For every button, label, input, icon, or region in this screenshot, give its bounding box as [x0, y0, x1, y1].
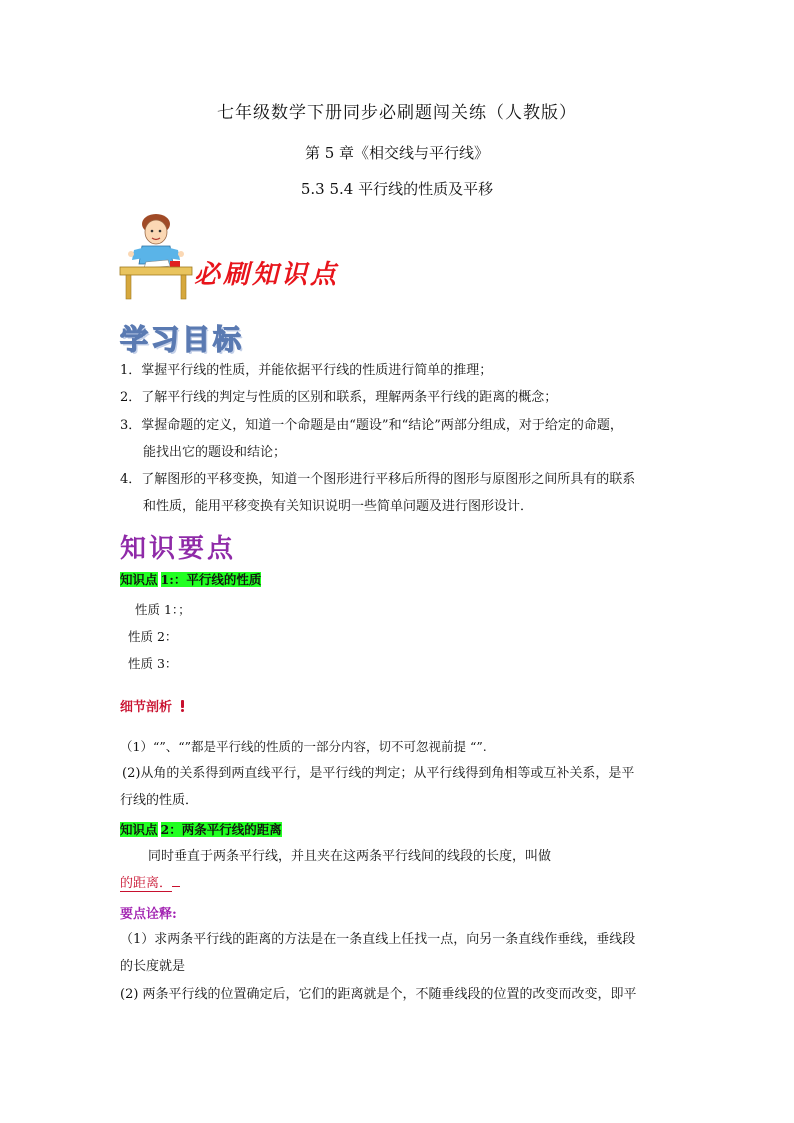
- detail-item: （1）“”、“”都是平行线的性质的一部分内容，切不可忽视前提 “”.: [120, 739, 487, 754]
- property-3: 性质 3：: [128, 656, 178, 671]
- goal-item-continuation: 和性质，能用平移变换有关知识说明一些简单问题及进行图形设计．: [143, 499, 534, 514]
- section-title: 5.3 5.4 平行线的性质及平移: [300, 180, 494, 198]
- knowledge-point-title: 1:：平行线的性质: [160, 572, 262, 587]
- student-at-desk-illustration: [118, 210, 194, 300]
- student-icon: [118, 210, 194, 300]
- must-know-banner: 必刷知识点: [194, 260, 340, 290]
- note-item: （1）求两条平行线的距离的方法是在一条直线上任找一点，向另一条直线作垂线，垂线段: [120, 932, 636, 947]
- goal-item: 3．掌握命题的定义，知道一个命题是由“题设”和“结论”两部分组成，对于给定的命题，: [120, 418, 623, 433]
- note-item: (2) 两条平行线的位置确定后，它们的距离就是个，不随垂线段的位置的改变而改变，即平: [120, 987, 637, 1002]
- goal-item: 4．了解图形的平移变换，知道一个图形进行平移后所得的图形与原图形之间所具有的联系: [120, 472, 636, 487]
- document-title: 七年级数学下册同步必刷题闯关练（人教版）: [217, 103, 577, 123]
- chapter-title: 第 5 章《相交线与平行线》: [304, 144, 490, 162]
- note-item-continuation: 的长度就是: [120, 959, 186, 974]
- detail-analysis-label: 细节剖析: [120, 700, 173, 715]
- goal-item: 1．掌握平行线的性质，并能依据平行线的性质进行简单的推理；: [120, 363, 493, 378]
- detail-item-continuation: 行线的性质．: [120, 793, 199, 808]
- parallel-distance-blank: [120, 875, 180, 893]
- exclamation-icon: [180, 697, 185, 716]
- detail-analysis-heading: [120, 696, 185, 716]
- property-1: 性质 1：；: [135, 602, 191, 617]
- detail-item: (2)从角的关系得到两直线平行，是平行线的判定；从平行线得到角相等或互补关系，是平: [122, 766, 635, 781]
- knowledge-point-label: 知识点: [120, 572, 158, 587]
- learning-goals-heading: 学习目标: [120, 323, 245, 356]
- knowledge-point-label: 知识点: [120, 822, 158, 837]
- goal-item-continuation: 能找出它的题设和结论；: [143, 445, 287, 460]
- knowledge-point-2: [120, 820, 282, 838]
- knowledge-point-title: 2：两条平行线的距离: [160, 822, 282, 837]
- knowledge-points-heading: 知识要点: [120, 534, 237, 564]
- property-2: 性质 2：: [128, 629, 178, 644]
- parallel-distance-definition: 同时垂直于两条平行线，并且夹在这两条平行线间的线段的长度，叫做: [148, 849, 552, 864]
- goal-item: 2．了解平行线的判定与性质的区别和联系，理解两条平行线的距离的概念；: [120, 390, 558, 405]
- key-notes-heading: 要点诠释:: [120, 907, 177, 922]
- definition-term: 的距离．: [120, 876, 173, 891]
- knowledge-point-1: [120, 570, 261, 588]
